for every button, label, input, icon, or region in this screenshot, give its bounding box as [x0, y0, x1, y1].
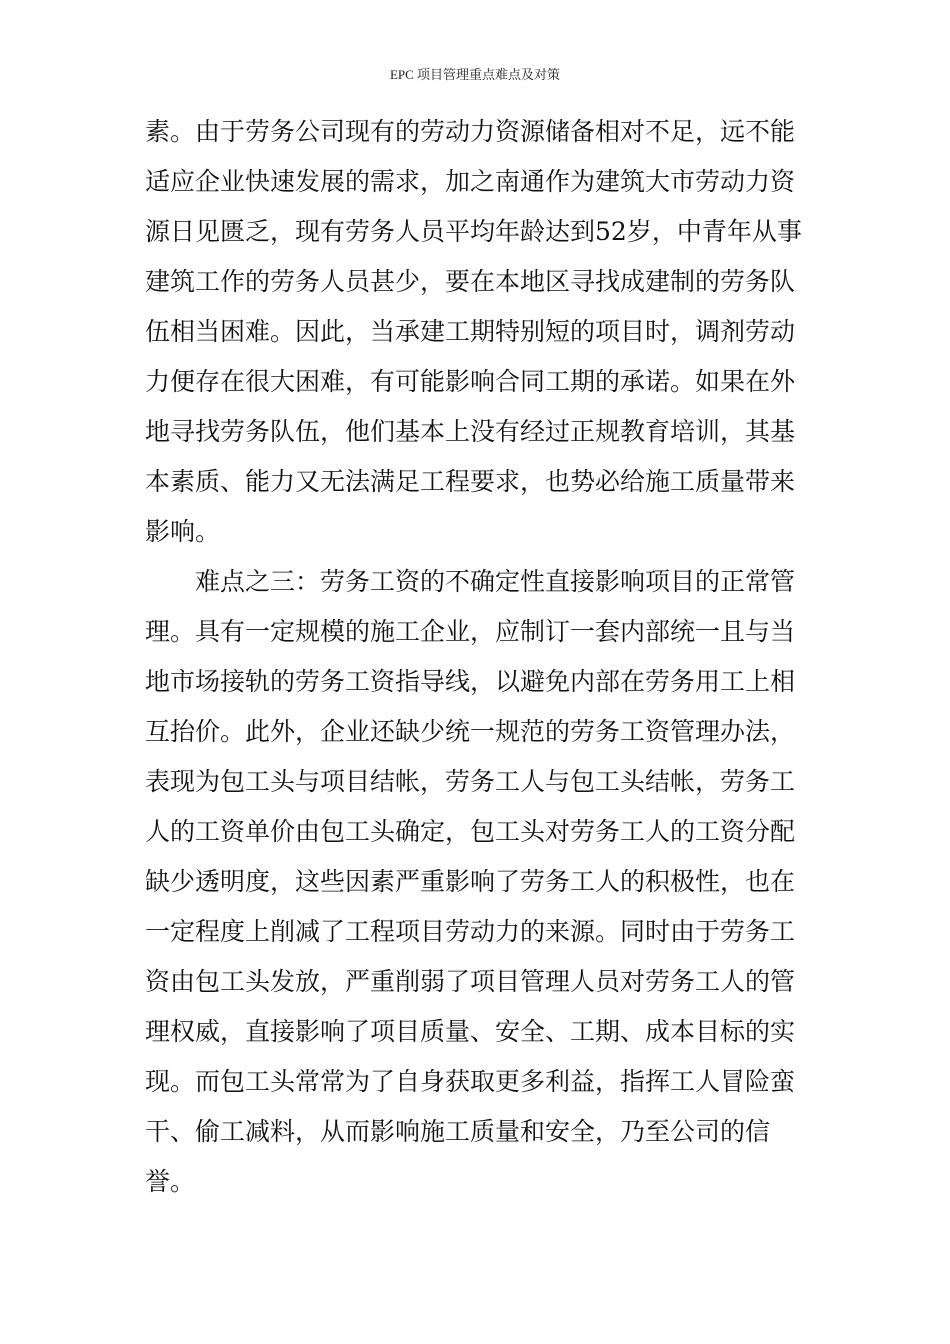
paragraph-line: 理。具有一定规模的施工企业，应制订一套内部统一且与当: [145, 617, 796, 646]
paragraph-line: 适应企业快速发展的需求，加之南通作为建筑大市劳动力资: [145, 167, 796, 196]
paragraph-line: 人的工资单价由包工头确定，包工头对劳务工人的工资分配: [145, 817, 796, 846]
paragraph-line: 干、偷工减料，从而影响施工质量和安全，乃至公司的信: [145, 1117, 771, 1146]
paragraph-first-line: 难点之三：劳务工资的不确定性直接影响项目的正常管: [195, 567, 796, 596]
paragraph-line: 现。而包工头常常为了自身获取更多利益，指挥工人冒险蛮: [145, 1067, 796, 1096]
paragraph-line: 理权威，直接影响了项目质量、安全、工期、成本目标的实: [145, 1017, 796, 1046]
page-header-title: EPC 项目管理重点难点及对策: [389, 67, 561, 82]
paragraph-line: 资由包工头发放，严重削弱了项目管理人员对劳务工人的管: [145, 967, 796, 996]
paragraph-line: 地寻找劳务队伍，他们基本上没有经过正规教育培训，其基: [145, 417, 796, 446]
paragraph-line: 本素质、能力又无法满足工程要求，也势必给施工质量带来: [145, 467, 796, 496]
paragraph-line: 力便存在很大困难，有可能影响合同工期的承诺。如果在外: [145, 367, 796, 396]
paragraph-line: 伍相当困难。因此，当承建工期特别短的项目时，调剂劳动: [145, 317, 796, 346]
paragraph-line: 影响。: [145, 517, 221, 546]
paragraph-line: 源日见匮乏，现有劳务人员平均年龄达到52岁，中青年从事: [145, 217, 802, 246]
document-body: [145, 107, 810, 1207]
paragraph-line: 地市场接轨的劳务工资指导线，以避免内部在劳务用工上相: [145, 667, 796, 696]
paragraph-line: 誉。: [145, 1167, 196, 1196]
paragraph-line: 素。由于劳务公司现有的劳动力资源储备相对不足，远不能: [145, 117, 796, 146]
paragraph-line: 表现为包工头与项目结帐，劳务工人与包工头结帐，劳务工: [145, 767, 796, 796]
paragraph-line: 建筑工作的劳务人员甚少，要在本地区寻找成建制的劳务队: [145, 267, 796, 296]
paragraph-line: 缺少透明度，这些因素严重影响了劳务工人的积极性，也在: [145, 867, 796, 896]
paragraph-line: 互抬价。此外，企业还缺少统一规范的劳务工资管理办法，: [145, 717, 796, 746]
paragraph-line: 一定程度上削减了工程项目劳动力的来源。同时由于劳务工: [145, 917, 796, 946]
